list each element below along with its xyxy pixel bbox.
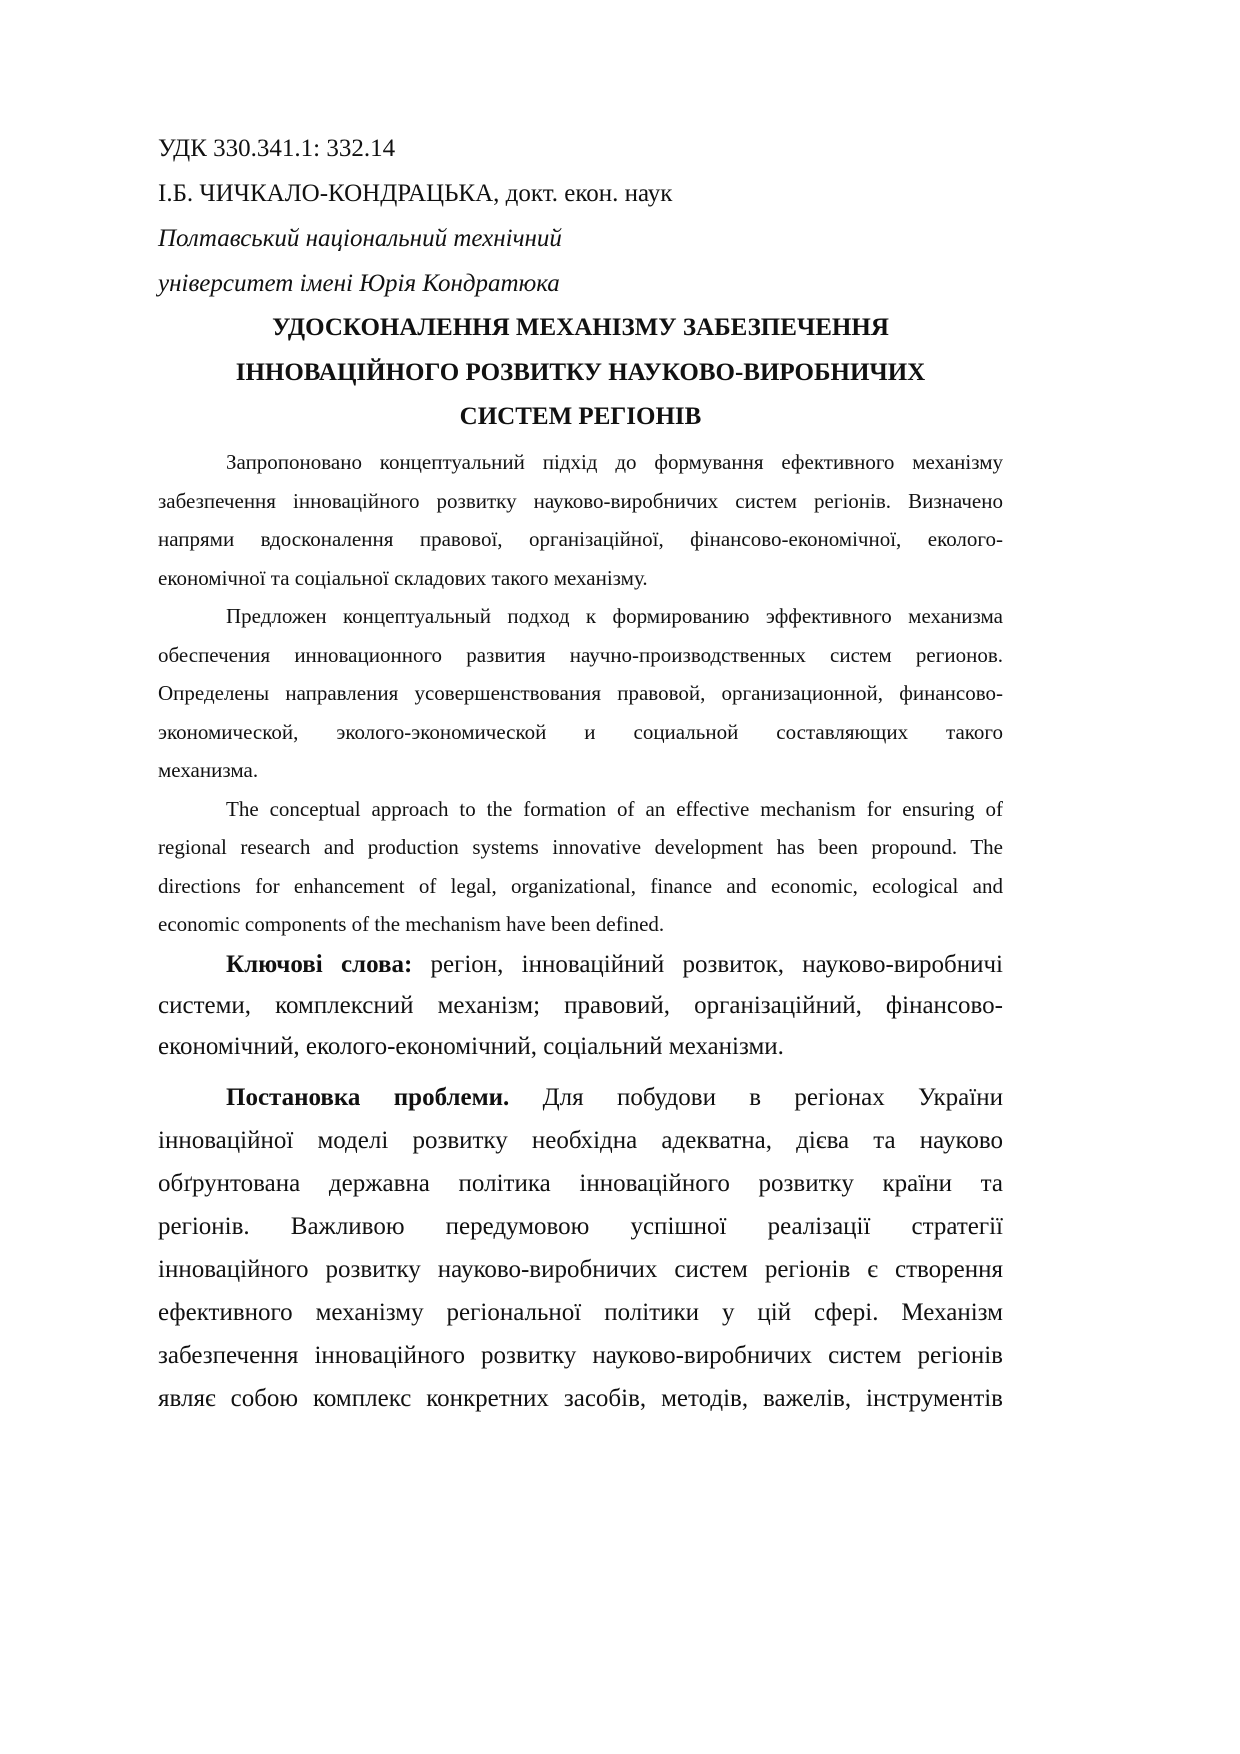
abstracts xyxy=(158,443,1003,944)
body-text: Для побудови в регіонах України xyxy=(509,1084,1003,1111)
abstract-en-line: directions for enhancement of legal, organizational, finance and economic, ecological and xyxy=(158,873,1003,898)
body-line: забезпечення інноваційного розвитку науково-виробничих систем регіонів xyxy=(158,1342,1003,1369)
body-line: ефективного механізму регіональної політики у цій сфері. Механізм xyxy=(158,1299,1003,1326)
title-line: УДОСКОНАЛЕННЯ МЕХАНІЗМУ ЗАБЕЗПЕЧЕННЯ xyxy=(272,314,889,341)
article-title xyxy=(158,306,1003,440)
problem-statement xyxy=(158,1076,1003,1420)
affiliation-line: університет імені Юрія Кондратюка xyxy=(158,270,560,297)
abstract-uk-line: забезпечення інноваційного розвитку науково-виробничих систем регіонів. Визначено xyxy=(158,488,1003,513)
abstract-ru-line: экономической, эколого-экономической и социальной составляющих такого xyxy=(158,719,1003,744)
article-header xyxy=(158,126,1003,306)
abstract-uk-line: напрями вдосконалення правової, організаційної, фінансово-економічної, еколого- xyxy=(158,527,1003,551)
keywords-label: Ключові слова: xyxy=(226,951,413,978)
affiliation-line: Полтавський національний технічний xyxy=(158,225,562,252)
abstract-uk-line: Запропоновано концептуальний підхід до формування ефективного механізму xyxy=(226,450,1003,474)
abstract-en-line: The conceptual approach to the formation of an effective mechanism for ensuring of xyxy=(226,796,1003,821)
body-line: інноваційного розвитку науково-виробничих систем регіонів є створення xyxy=(158,1256,1003,1283)
keywords xyxy=(158,944,1003,1067)
abstract-ru-line: механизма. xyxy=(158,758,259,782)
abstract-ru-line: Предложен концептуальный подход к формированию эффективного механизма xyxy=(226,604,1003,628)
title-line: ІННОВАЦІЙНОГО РОЗВИТКУ НАУКОВО-ВИРОБНИЧИХ xyxy=(235,358,926,386)
body-line: обґрунтована державна політика інноваційного розвитку країни та xyxy=(158,1170,1003,1197)
udc-code: УДК 330.341.1: 332.14 xyxy=(158,135,396,162)
title-line: СИСТЕМ РЕГІОНІВ xyxy=(459,403,702,430)
author: І.Б. ЧИЧКАЛО-КОНДРАЦЬКА, докт. екон. наук xyxy=(158,180,673,207)
keywords-line: економічний, еколого-економічний, соціальний механізми. xyxy=(158,1033,784,1060)
body-line xyxy=(158,1076,1003,1119)
abstract-en-line: regional research and production systems innovative development has been propound. The xyxy=(158,835,1003,859)
abstract-en-line: economic components of the mechanism have been defined. xyxy=(158,912,665,936)
abstract-ru-line: Определены направления усовершенствования правовой, организационной, финансово- xyxy=(158,681,1003,705)
keywords-line: системи, комплексний механізм; правовий, організаційний, фінансово- xyxy=(158,992,1003,1019)
section-label: Постановка проблеми. xyxy=(226,1084,510,1111)
body-line: інноваційної моделі розвитку необхідна адекватна, дієва та науково xyxy=(158,1127,1003,1154)
keywords-text: регіон, інноваційний розвиток, науково-виробничі xyxy=(412,951,1003,978)
body-line: являє собою комплекс конкретних засобів, методів, важелів, інструментів xyxy=(158,1385,1003,1412)
abstract-ru-line: обеспечения инновационного развития научно-производственных систем регионов. xyxy=(158,642,1003,667)
abstract-uk-line: економічної та соціальної складових такого механізму. xyxy=(158,565,648,590)
body-line: регіонів. Важливою передумовою успішної реалізації стратегії xyxy=(158,1213,1003,1240)
keywords-line xyxy=(158,944,1003,985)
